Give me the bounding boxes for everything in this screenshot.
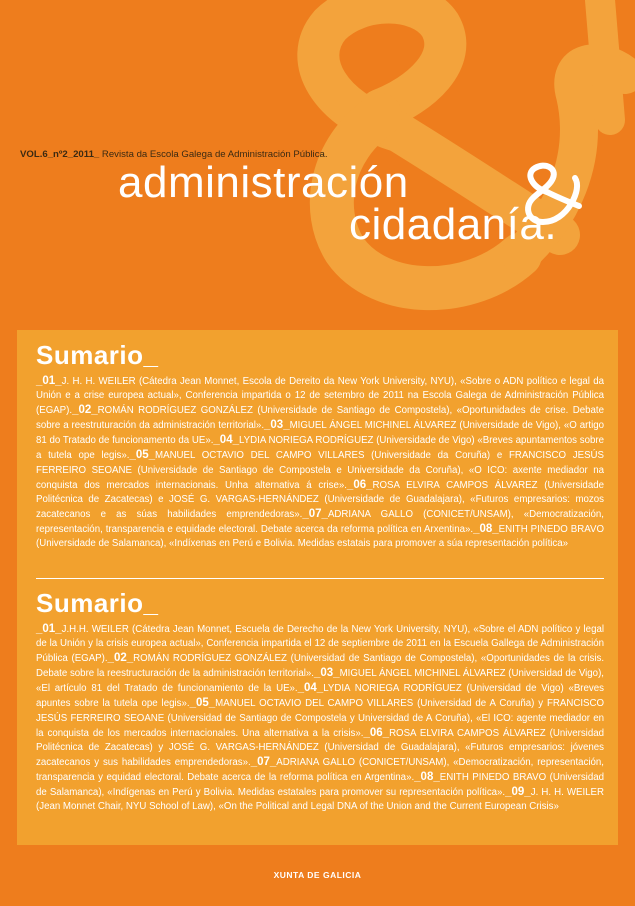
entry-number: _08_ bbox=[414, 770, 440, 783]
journal-title-line1: administración bbox=[118, 158, 409, 207]
summary-galician bbox=[36, 340, 604, 551]
summary-heading: Sumario_ bbox=[36, 340, 159, 370]
entry-number: _08_ bbox=[473, 522, 499, 535]
entry-text: ROSA ELVIRA CAMPOS ÁLVAREZ (Universidade Politécnica de Zacatecas) e JOSÉ G. VARGAS-HERNÁNDEZ (Universidade de Guadalajara), «Futuros empresarios: mozos zacatecanos e as súas habilidades emprendedoras». bbox=[36, 479, 604, 520]
entry-text: J. H. H. WEILER (Cátedra Jean Monnet, Escola de Dereito da New York University, NYU), «Sobre o ADN político e legal da Unión e a crise europea actual», Conferencia impartida o 12 de setembro de 2011 na Escola Galega de Administración Pública (EGAP). bbox=[36, 376, 604, 417]
volume-label: VOL.6_nº2_2011_ bbox=[20, 149, 100, 160]
entry-number: _04_ bbox=[213, 434, 239, 447]
entry-number: _01_ bbox=[36, 375, 62, 387]
entry-text: ADRIANA GALLO (CONICET/UNSAM), «Democratización, representación, transparencia y equidad electoral. Debate acerca de la reforma política en Argentina». bbox=[36, 756, 604, 783]
entry-text: ENITH PINEDO BRAVO (Universidade de Salamanca), «Indíxenas en Perú e Bolivia. Medidas estatais para promover a súa representación política» bbox=[36, 523, 604, 550]
entry-number: _07_ bbox=[250, 755, 277, 768]
entry-text: LYDIA NORIEGA RODRÍGUEZ (Universidade de Vigo) «Breves apuntamentos sobre a tutela ope legis». bbox=[36, 435, 604, 462]
summary-body bbox=[36, 374, 604, 551]
entry-text: ROMÁN RODRÍGUEZ GONZÁLEZ (Universidade de Santiago de Compostela), «Oportunidades de crise. Debate sobre a reestruturación da administración territorial». bbox=[36, 405, 604, 432]
entry-text: ROMÁN RODRÍGUEZ GONZÁLEZ (Universidad de Santiago de Compostela), «Oportunidades de la crisis. Debate sobre la reestructuración de la administración territorial». bbox=[36, 653, 605, 680]
journal-subtitle: Revista da Escola Galega de Administración Pública. bbox=[99, 149, 328, 160]
journal-title-line2: cidadanía. bbox=[349, 200, 558, 249]
summary-spanish bbox=[36, 588, 604, 814]
publisher-logo: XUNTA DE GALICIA bbox=[273, 870, 362, 880]
entry-number: _02_ bbox=[107, 652, 134, 665]
entry-number: _06_ bbox=[346, 478, 373, 491]
entry-number: _01_ bbox=[36, 623, 62, 635]
entry-number: _05_ bbox=[129, 449, 156, 462]
ampersand-icon bbox=[507, 162, 587, 228]
entry-number: _04_ bbox=[297, 682, 324, 695]
summary-panel bbox=[17, 330, 618, 845]
entry-number: _05_ bbox=[189, 697, 216, 710]
entry-number: _03_ bbox=[313, 667, 340, 680]
entry-text: J.H.H. WEILER (Cátedra Jean Monnet, Escuela de Derecho de la New York University, NYU), «Sobre el ADN político y legal de la Unión y la crisis europea actual», Conferencia impartida el 12 de septiembre de 2011 en la Escuela Gallega de Administración Pública (EGAP). bbox=[36, 624, 604, 665]
section-divider bbox=[36, 578, 604, 579]
entry-number: _07_ bbox=[302, 507, 328, 520]
entry-text: MIGUEL ÁNGEL MICHINEL ÁLVAREZ (Universidad de Vigo), «El artículo 81 del Tratado de funcionamiento de la UE». bbox=[36, 668, 604, 695]
entry-number: _06_ bbox=[363, 726, 390, 739]
entry-text: MANUEL OCTAVIO DEL CAMPO VILLARES (Universidade da Coruña) e FRANCISCO JESÚS FERREIRO SEOANE (Universidade de Santiago de Compostela e Universidade da Coruña), «O ICO: axente mediador na conquista dos mercados internacionais. Unha alternativa á crise». bbox=[36, 450, 605, 491]
entry-text: ADRIANA GALLO (CONICET/UNSAM), «Democratización, representación, transparencia e equidade electoral. Debate acerca da reforma política en Arxentina». bbox=[36, 508, 604, 535]
entry-number: _03_ bbox=[264, 419, 290, 432]
summary-body bbox=[36, 622, 604, 814]
entry-text: LYDIA NORIEGA RODRÍGUEZ (Universidad de Vigo) «Breves apuntes sobre la tutela ope legis». bbox=[36, 683, 604, 710]
entry-text: MIGUEL ÁNGEL MICHINEL ÁLVAREZ (Universidade de Vigo), «O artigo 81 do Tratado de funcionamento da UE». bbox=[36, 420, 604, 447]
entry-number: _02_ bbox=[72, 404, 98, 417]
entry-text: ROSA ELVIRA CAMPOS ÁLVAREZ (Universidad Politécnica de Zacatecas) y JOSÉ G. VARGAS-HERNÁNDEZ (Universidad de Guadalajara), «Futuros empresarios: jóvenes zacatecanos y sus habilidades emprendedoras». bbox=[36, 727, 605, 768]
summary-heading: Sumario_ bbox=[36, 588, 159, 618]
entry-text: MANUEL OCTAVIO DEL CAMPO VILLARES (Universidad de A Coruña) y FRANCISCO JESÚS FERREIRO SEOANE (Universidad de Santiago de Compostela y Universidad de A Coruña), «El ICO: agente mediador en la conquista de los mercados internacionales. Una alternativa a la crisis». bbox=[36, 698, 605, 739]
entry-text: ENITH PINEDO BRAVO (Universidad de Salamanca), «Indígenas en Perú y Bolivia. Medidas estatales para promover su representación política». bbox=[36, 771, 604, 799]
entry-text: J. H. H. WEILER (Jean Monnet Chair, NYU School of Law), «On the Political and Legal DNA of the Union and the Current European Crisis» bbox=[36, 787, 604, 813]
entry-number: _09_ bbox=[505, 786, 531, 799]
